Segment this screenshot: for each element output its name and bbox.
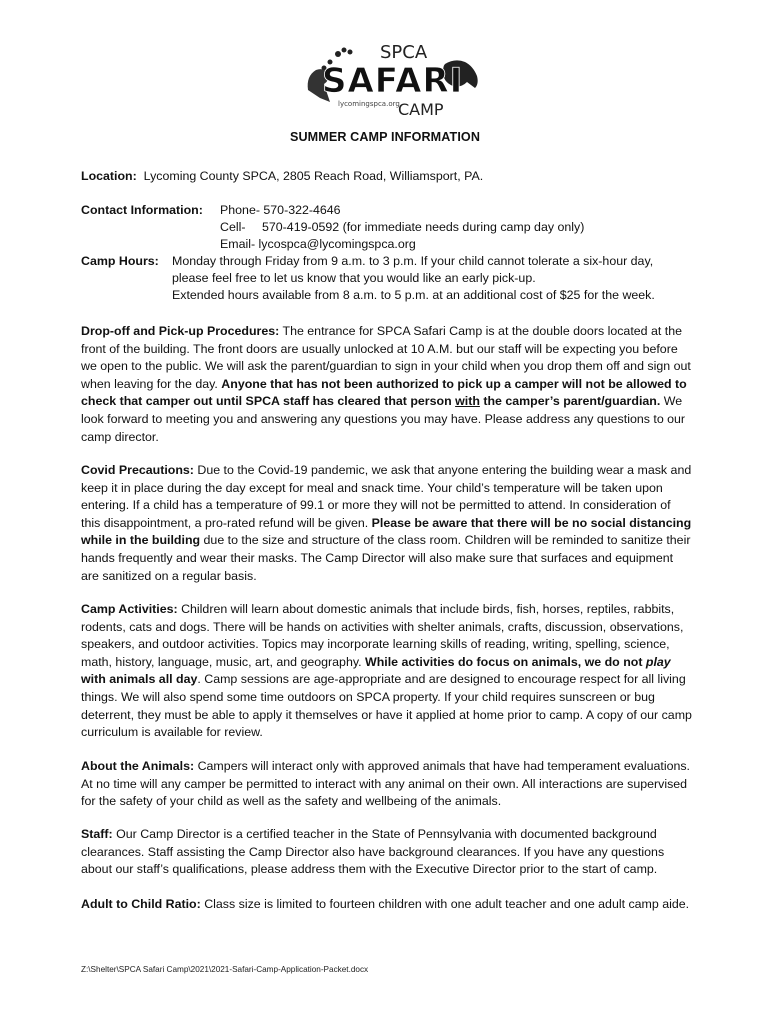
logo-spca-text: SPCA xyxy=(380,42,428,63)
logo-camp-text: CAMP xyxy=(398,100,444,118)
logo-url-text: lycomingspca.org xyxy=(338,100,400,108)
staff-label: Staff: xyxy=(81,827,113,841)
camp-hours-line-1: Monday through Friday from 9 a.m. to 3 p.m. If your child cannot tolerate a six-hour day, xyxy=(172,254,654,268)
ratio-text: Class size is limited to fourteen children with one adult teacher and one adult camp aide. xyxy=(200,897,690,911)
contact-email: Email- lycospca@lycomingspca.org xyxy=(220,237,416,251)
covid-text-1: Due to the Covid-19 pandemic, we ask that anyone entering the building wear a mask and keep it in place during the day except for meal and snack time. Your child’s temperature will be taken upon entering. If a child has a temperature of 99.1 or more they will not be permitted to attend. In consideration of this disappointment, a pro-rated refund will be given. xyxy=(81,463,692,530)
animals-section xyxy=(81,758,693,811)
location-line xyxy=(81,168,693,186)
dropoff-text-1: The entrance for SPCA Safari Camp is at the double doors located at the front of the building. The front doors are usually unlocked at 10 A.M. but our staff will be expecting you before we open to the public. We will ask the parent/guardian to sign in your child when you drop them off and sign out when leaving for the day. xyxy=(81,324,691,391)
dropoff-bold-1: Anyone that has not been authorized to pick up a camper will not be allowed to check that camper out until SPCA staff has cleared that person xyxy=(81,376,687,409)
contact-label: Contact Information: xyxy=(81,203,203,217)
dropoff-text-2: We look forward to meeting you and answering any questions you may have. Please address any questions to our camp director. xyxy=(81,394,686,444)
camp-hours-label: Camp Hours: xyxy=(81,254,159,268)
location-text: Lycoming County SPCA, 2805 Reach Road, Williamsport, PA. xyxy=(143,169,484,183)
activities-bold-2: with animals all day xyxy=(81,672,198,687)
activities-bold-italic: play xyxy=(645,654,671,669)
camp-hours-line-3: Extended hours available from 8 a.m. to 5 p.m. at an additional cost of $25 for the week. xyxy=(172,288,655,302)
contact-phone: Phone- 570-322-4646 xyxy=(220,203,341,217)
logo-safari-text: SAFARI xyxy=(322,61,464,101)
activities-text-1: Children will learn about domestic animals that include birds, fish, horses, reptiles, rabbits, rodents, cats and dogs. There will be hands on activities with shelter animals, crafts, discussion, observations, speakers, and outdoor activities. Topics may incorporate learning skills of reading, writing, spelling, science, math, history, language, music, art, and geography. xyxy=(81,602,684,669)
file-path-footer: Z:\Shelter\SPCA Safari Camp\2021\2021-Safari-Camp-Application-Packet.docx xyxy=(81,965,369,974)
animals-text: Campers will interact only with approved animals that have had temperament evaluations. At no time will any camper be permitted to interact with any animal on their own. All interactions are supervised for the safety of your child as well as the safety and wellbeing of the animals. xyxy=(81,759,691,809)
dropoff-bold-2: the camper’s parent/guardian. xyxy=(479,394,661,409)
activities-text-2: . Camp sessions are age-appropriate and are designed to encourage respect for all living things. We will also spend some time outdoors on SPCA property. If your child requires sunscreen or bug deterrent, they must be able to apply it themselves or have it applied at home prior to camp. A copy of our camp curriculum is available for review. xyxy=(81,672,692,740)
covid-label: Covid Precautions: xyxy=(81,463,194,477)
contact-cell-label: Cell- xyxy=(220,220,246,234)
staff-text: Our Camp Director is a certified teacher in the State of Pennsylvania with documented background clearances. Staff assisting the Camp Director also have background clearances. If you have any questions about our staff’s qualifications, please address them with the Executive Director prior to the start of camp. xyxy=(81,827,665,877)
activities-section xyxy=(81,601,693,742)
covid-text-2: due to the size and structure of the class room. Children will be reminded to sanitize their hands frequently and wear their masks. The Camp Director will also make sure that surfaces and equipment are sanitized on a regular basis. xyxy=(81,533,691,583)
covid-section xyxy=(81,462,693,585)
location-label: Location: xyxy=(81,169,137,183)
activities-label: Camp Activities: xyxy=(81,602,178,616)
staff-section xyxy=(81,826,693,879)
ratio-label: Adult to Child Ratio: xyxy=(81,897,201,911)
dropoff-label: Drop-off and Pick-up Procedures: xyxy=(81,324,280,338)
camp-hours-line-2: please feel free to let us know that you would like an early pick-up. xyxy=(172,271,536,285)
contact-cell-value: 570-419-0592 (for immediate needs during camp day only) xyxy=(262,220,585,234)
dropoff-section xyxy=(81,323,693,446)
spca-safari-camp-logo xyxy=(300,40,485,118)
covid-bold-1: Please be aware that there will be no social distancing while in the building xyxy=(81,515,692,548)
animals-label: About the Animals: xyxy=(81,759,195,773)
ratio-section xyxy=(81,896,693,914)
page-title: SUMMER CAMP INFORMATION xyxy=(289,130,481,144)
dropoff-bold-underline: with xyxy=(455,394,480,409)
activities-bold-1: While activities do focus on animals, we do not xyxy=(365,654,646,669)
